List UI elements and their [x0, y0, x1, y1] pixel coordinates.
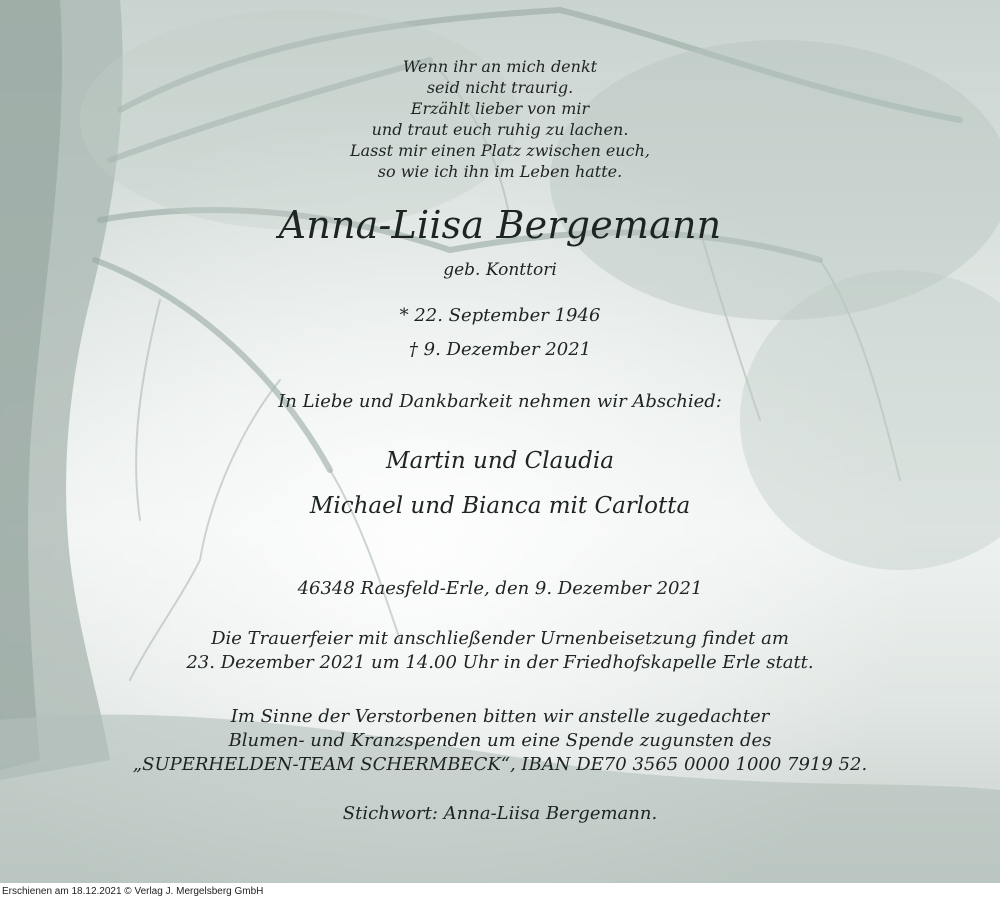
family-line: Martin und Claudia	[386, 448, 614, 474]
publication-footer: Erschienen am 18.12.2021 © Verlag J. Mergelsberg GmbH	[2, 886, 264, 897]
birth-date: * 22. September 1946	[399, 305, 601, 326]
donation-line: „SUPERHELDEN-TEAM SCHERMBECK“, IBAN DE70 3565 0000 1000 7919 52.	[132, 754, 868, 775]
maiden-name: geb. Konttori	[443, 260, 557, 280]
death-date: † 9. Dezember 2021	[408, 339, 592, 360]
funeral-line: 23. Dezember 2021 um 14.00 Uhr in der Friedhofskapelle Erle statt.	[186, 652, 814, 673]
poem-line: seid nicht traurig.	[426, 78, 574, 97]
poem-line: Wenn ihr an mich denkt	[402, 57, 598, 76]
poem-line: Lasst mir einen Platz zwischen euch,	[350, 141, 650, 160]
place-date: 46348 Raesfeld-Erle, den 9. Dezember 2021	[297, 578, 703, 599]
deceased-name: Anna-Liisa Bergemann	[278, 203, 722, 247]
donation-line: Im Sinne der Verstorbenen bitten wir anstelle zugedachter	[230, 706, 770, 727]
donation-line: Blumen- und Kranzspenden um eine Spende zugunsten des	[228, 730, 772, 751]
funeral-line: Die Trauerfeier mit anschließender Urnenbeisetzung findet am	[211, 628, 789, 649]
poem-line: Erzählt lieber von mir	[410, 99, 590, 118]
poem-line: so wie ich ihn im Leben hatte.	[377, 162, 623, 181]
family-line: Michael und Bianca mit Carlotta	[309, 493, 691, 519]
keyword-text: Stichwort: Anna-Liisa Bergemann.	[342, 803, 658, 824]
poem-line: und traut euch ruhig zu lachen.	[371, 120, 629, 139]
farewell-text: In Liebe und Dankbarkeit nehmen wir Abschied:	[278, 391, 722, 412]
